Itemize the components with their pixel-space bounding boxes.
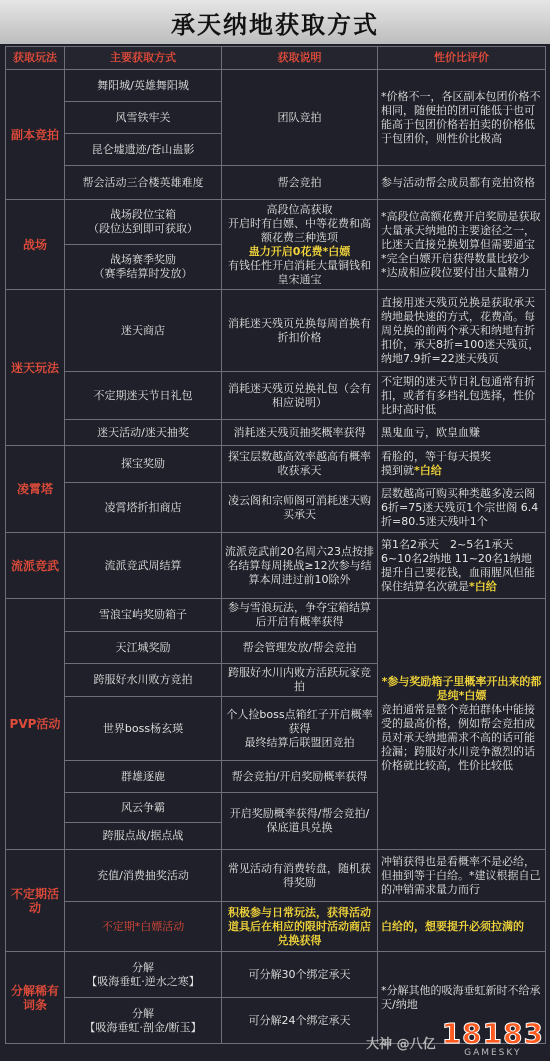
eval-highlight: *白给 bbox=[469, 579, 497, 593]
table-row bbox=[6, 200, 546, 245]
desc-cell bbox=[222, 793, 378, 850]
page-title: 承天纳地获取方式 bbox=[0, 0, 550, 44]
desc-cell: 跨服好水川内败方活跃玩家竞拍 bbox=[222, 664, 378, 697]
method-cell bbox=[65, 245, 222, 290]
table-row bbox=[6, 483, 546, 533]
category-cell: 凌霄塔 bbox=[6, 446, 65, 533]
method-cell: 天江城奖励 bbox=[65, 632, 222, 664]
desc-cell: 凌云阁和宗师阁可消耗迷天购买承天 bbox=[222, 483, 378, 533]
table-row bbox=[6, 420, 546, 446]
category-cell: 分解稀有词条 bbox=[6, 952, 65, 1044]
desc-text: 个人捡boss点箱红子开启概率获得 bbox=[226, 707, 373, 735]
method-cell: 充值/消费抽奖活动 bbox=[65, 850, 222, 902]
desc-text: 高段位高获取 bbox=[266, 202, 333, 216]
method-cell bbox=[65, 952, 222, 998]
header-row bbox=[6, 47, 546, 70]
method-note: 【吸海垂虹·逆水之寒】 bbox=[86, 974, 200, 988]
method-cell: 流派竞武周结算 bbox=[65, 533, 222, 599]
table-row bbox=[6, 533, 546, 599]
watermark bbox=[366, 1017, 544, 1058]
eval-text: 看脸的，等于每天摸奖 bbox=[381, 450, 491, 463]
desc-cell: 常见活动有消费转盘，随机获得奖励 bbox=[222, 850, 378, 902]
acquisition-table bbox=[5, 46, 546, 1044]
method-cell: 风云争霸 bbox=[65, 793, 222, 823]
method-note: （段位达到即可获取） bbox=[88, 222, 198, 235]
eval-highlight: *白给 bbox=[414, 464, 442, 477]
desc-cell bbox=[222, 200, 378, 290]
table-row bbox=[6, 599, 546, 632]
desc-cell: 探宝层数越高效率越高有概率收获承天 bbox=[222, 446, 378, 483]
desc-cell: 消耗迷天残页兑换每周首换有折扣价格 bbox=[222, 290, 378, 372]
logo-text: 18183 bbox=[441, 1017, 544, 1050]
category-cell: 副本竞拍 bbox=[6, 70, 65, 200]
method-cell: 不定期迷天节日礼包 bbox=[65, 372, 222, 420]
table-row bbox=[6, 850, 546, 902]
desc-cell: 帮会管理发放/帮会竞拍 bbox=[222, 632, 378, 664]
method-cell: 风雪铁牢关 bbox=[65, 102, 222, 134]
method-text: 战场段位宝箱 bbox=[110, 208, 176, 221]
eval-cell bbox=[378, 599, 546, 850]
method-cell: 迷天商店 bbox=[65, 290, 222, 372]
method-text: 分解 bbox=[132, 1006, 154, 1020]
method-cell: 帮会活动三合楼英雄难度 bbox=[65, 166, 222, 200]
method-text: 分解 bbox=[132, 960, 154, 974]
desc-cell: 积极参与日常玩法，获得活动道具后在相应的限时活动商店兑换获得 bbox=[222, 902, 378, 952]
desc-text: 有钱任性开启消耗大量铜钱和皇宋通宝 bbox=[228, 258, 371, 286]
table-row bbox=[6, 952, 546, 998]
method-cell: 雪浪宝屿奖励箱子 bbox=[65, 599, 222, 632]
eval-cell: 不定期的迷天节日礼包通常有折扣，或者有多档礼包选择，性价比时高时低 bbox=[378, 372, 546, 420]
header-cell: 获取说明 bbox=[222, 47, 378, 70]
eval-text: *达成相应段位要付出大量精力 bbox=[381, 265, 530, 279]
method-cell: 昆仑墟遗迹/苍山蛊影 bbox=[65, 134, 222, 166]
eval-cell: 白给的，想要提升必须拉满的 bbox=[378, 902, 546, 952]
method-cell: 舞阳城/英雄舞阳城 bbox=[65, 70, 222, 102]
eval-cell bbox=[378, 446, 546, 483]
method-note: （赛季结算时发放） bbox=[93, 267, 193, 280]
table-row bbox=[6, 372, 546, 420]
desc-cell: 团队竞拍 bbox=[222, 70, 378, 166]
eval-cell: *价格不一，各区副本包团价格不相同，随便拍的团可能低于也可能高于包团价格若拍卖的价格低于包团价，则性价比极高 bbox=[378, 70, 546, 166]
watermark-byline: 大神 @八亿 bbox=[366, 1037, 436, 1052]
method-note: 【吸海垂虹·剖金/断玉】 bbox=[84, 1020, 202, 1034]
eval-cell bbox=[378, 533, 546, 599]
method-cell: 群雄逐鹿 bbox=[65, 761, 222, 793]
method-cell: 跨服点战/据点战 bbox=[65, 823, 222, 850]
method-cell bbox=[65, 200, 222, 245]
desc-cell: 流派竞武前20名周六23点按排名结算每周挑战≥12次参与结算本周进过前10除外 bbox=[222, 533, 378, 599]
eval-text: 第1名2承天 2~5名1承天6~10名2纳地 11~20名1纳地提升自己要花钱，血雨腥风但能保住结算名次就是 bbox=[381, 537, 535, 593]
table-row bbox=[6, 902, 546, 952]
table-row bbox=[6, 70, 546, 102]
eval-cell: 冲销获得也是看概率不是必给，但抽到等于白给。*建议根据自己的冲销需求量力而行 bbox=[378, 850, 546, 902]
category-cell: 不定期活动 bbox=[6, 850, 65, 952]
header-cell: 主要获取方式 bbox=[65, 47, 222, 70]
desc-text: 最终结算后联盟团竞拍 bbox=[244, 735, 355, 749]
method-cell: 迷天活动/迷天抽奖 bbox=[65, 420, 222, 446]
table-row bbox=[6, 446, 546, 483]
site-logo bbox=[441, 1017, 544, 1058]
eval-text: 竞拍通常是整个竞拍群体中能接受的最高价格，例如帮会竞拍成员对承天纳地需求不高的话可能捡漏；跨服好水川竞争激烈的话价格就比较高，性价比较低 bbox=[381, 703, 535, 772]
eval-text: *完全白嫖开启获得数量比较少 bbox=[381, 251, 530, 265]
eval-highlight: *参与奖励箱子里概率开出来的都是纯*白嫖 bbox=[381, 675, 542, 702]
desc-cell: 消耗迷天残页抽奖概率获得 bbox=[222, 420, 378, 446]
method-cell: 探宝奖励 bbox=[65, 446, 222, 483]
table-row bbox=[6, 290, 546, 372]
category-cell: 战场 bbox=[6, 200, 65, 290]
desc-highlight: 蛊力开启0花费*白嫖 bbox=[248, 244, 351, 258]
eval-cell: *分解其他的吸海垂虹新时不给承天/纳地 bbox=[378, 952, 546, 1044]
desc-cell: 消耗迷天残页兑换礼包（会有相应说明） bbox=[222, 372, 378, 420]
desc-text: 开启奖励概率获得/帮会竞拍/ bbox=[229, 807, 370, 820]
method-cell: 跨服好水川败方竞拍 bbox=[65, 664, 222, 697]
desc-text: 保底道具兑换 bbox=[266, 821, 333, 834]
eval-text: 摸到就 bbox=[381, 464, 414, 477]
method-cell: 凌霄塔折扣商店 bbox=[65, 483, 222, 533]
method-cell: 世界boss杨玄瑛 bbox=[65, 697, 222, 761]
desc-cell: 可分解24个绑定承天 bbox=[222, 998, 378, 1044]
logo-subtext: GAMESKY bbox=[464, 1048, 522, 1058]
eval-cell bbox=[378, 200, 546, 290]
method-cell bbox=[65, 998, 222, 1044]
category-cell: 流派竞武 bbox=[6, 533, 65, 599]
desc-cell: 可分解30个绑定承天 bbox=[222, 952, 378, 998]
category-cell: PVP活动 bbox=[6, 599, 65, 850]
eval-cell: 层数越高可购买种类越多凌云阁 6折=75迷天残页1个宗世阁 6.4折=80.5迷天残叶1个 bbox=[378, 483, 546, 533]
desc-cell: 参与雪浪玩法，争夺宝箱结算后开启有概率获得 bbox=[222, 599, 378, 632]
header-cell: 性价比评价 bbox=[378, 47, 546, 70]
eval-cell: 黑鬼血亏，欧皇血赚 bbox=[378, 420, 546, 446]
table-row bbox=[6, 166, 546, 200]
method-cell: 不定期*白嫖活动 bbox=[65, 902, 222, 952]
desc-cell: 帮会竞拍 bbox=[222, 166, 378, 200]
eval-cell: 直接用迷天残页兑换是获取承天纳地最快速的方式，花费高。每周兑换的前两个承天和纳地有折扣价，承天8折=100迷天残页，纳地7.9折=22迷天残页 bbox=[378, 290, 546, 372]
method-text: 战场赛季奖励 bbox=[110, 253, 176, 266]
eval-text: *高段位高额花费开启奖励是获取大量承天纳地的主要途径之一，比迷天直接兑换划算但需要通宝 bbox=[381, 209, 541, 251]
header-cell: 获取玩法 bbox=[6, 47, 65, 70]
desc-cell bbox=[222, 697, 378, 761]
category-cell: 迷天玩法 bbox=[6, 290, 65, 446]
eval-cell: 参与活动帮会成员都有竞拍资格 bbox=[378, 166, 546, 200]
desc-text: 开启时有白嫖、中等花费和高额花费三种选项 bbox=[228, 216, 371, 244]
desc-cell: 帮会竞拍/开启奖励概率获得 bbox=[222, 761, 378, 793]
